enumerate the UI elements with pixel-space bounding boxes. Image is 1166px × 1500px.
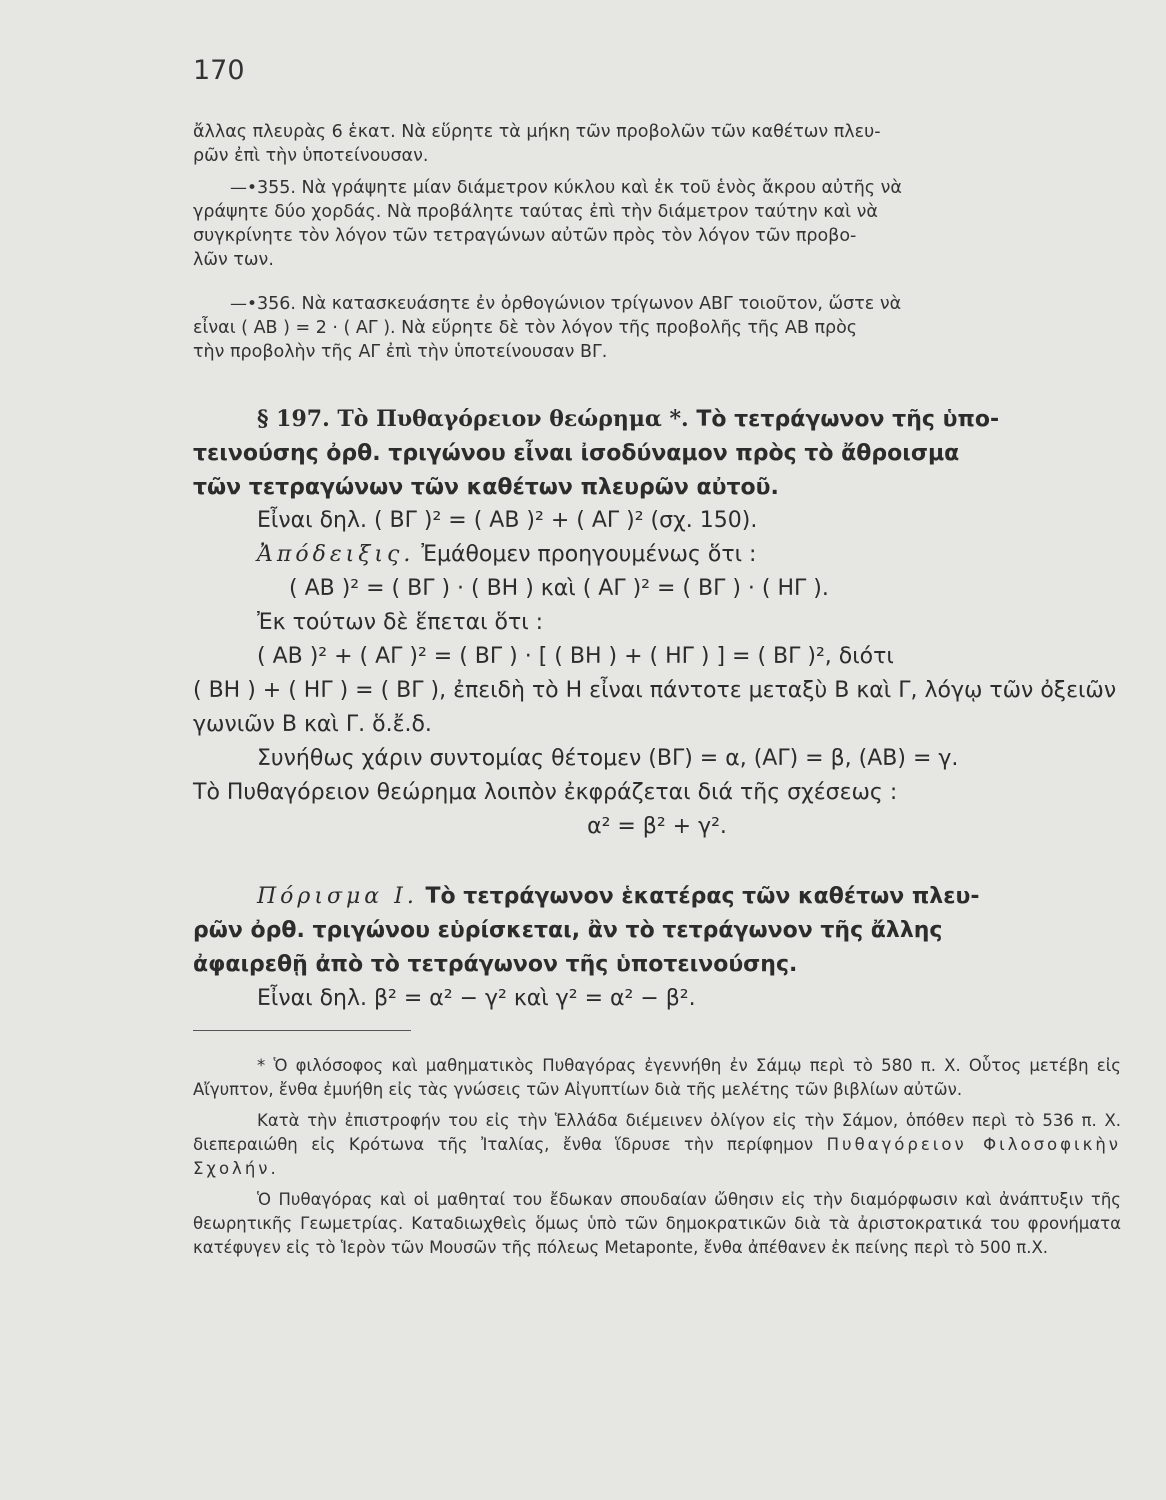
text-line: 355. Νὰ γράψητε μίαν διάμετρον κύκλου καὶ ἐκ τοῦ ἑνὸς ἄκρου αὐτῆς νὰ bbox=[257, 178, 902, 198]
corollary-label: Πόρισμα Ι. bbox=[257, 884, 418, 909]
footnote bbox=[193, 1054, 1121, 1260]
text-line: Συνήθως χάριν συντομίας θέτομεν (ΒΓ) = α, (ΑΓ) = β, (ΑΒ) = γ. bbox=[257, 746, 959, 771]
proof-label: Ἀπόδειξις. bbox=[257, 542, 415, 567]
text-line: λῶν των. bbox=[193, 250, 274, 270]
footnote-paragraph: * Ὁ φιλόσοφος καὶ μαθηματικὸς Πυθαγόρας ἐγεννήθη ἐν Σάμῳ περὶ τὸ 580 π. Χ. Οὗτος μετέβη εἰς Αἴγυπτον, ἔνθα ἐμυήθη εἰς τὰς γνώσεις τῶν Αἰγυπτίων διὰ τῆς μελέτης τῶν βιβλίων αὐτῶν. bbox=[193, 1056, 1121, 1099]
text-line: ρῶν ὀρθ. τριγώνου εὑρίσκεται, ἂν τὸ τετράγωνον τῆς ἄλλης bbox=[193, 918, 943, 943]
text-line: τεινούσης ὀρθ. τριγώνου εἶναι ἰσοδύναμον πρὸς τὸ ἄθροισμα bbox=[193, 441, 960, 466]
equation-line: ( ΒΗ ) + ( ΗΓ ) = ( ΒΓ ), ἐπειδὴ τὸ Η εἶναι πάντοτε μεταξὺ Β καὶ bbox=[193, 678, 892, 703]
bullet-arrow-icon: —• bbox=[230, 178, 258, 198]
text-line: συγκρίνητε τὸν λόγον τῶν τετραγώνων αὐτῶν πρὸς τὸν λόγον τῶν προβο- bbox=[193, 226, 857, 246]
section-number: § 197. Τὸ Πυθαγόρειον θεώρημα *. bbox=[257, 406, 689, 432]
text-line: εἶναι ( ΑΒ ) = 2 · ( ΑΓ ). Νὰ εὕρητε δὲ τὸν λόγον τῆς προβολῆς τῆς ΑΒ πρὸς bbox=[193, 318, 858, 338]
text-line: Ἐκ τούτων δὲ ἕπεται ὅτι : bbox=[257, 610, 544, 635]
exercise-356 bbox=[193, 292, 1121, 364]
text-line: τῶν τετραγώνων τῶν καθέτων πλευρῶν αὐτοῦ. bbox=[193, 475, 779, 500]
text-line: Τὸ τετράγωνον ἑκατέρας τῶν καθέτων πλευ- bbox=[425, 884, 980, 909]
text-line: 356. Νὰ κατασκευάσητε ἐν ὀρθογώνιον τρίγωνον ΑΒΓ τοιοῦτον, ὥστε νὰ bbox=[257, 294, 902, 314]
section-197-heading bbox=[193, 402, 1121, 505]
pythagorean-formula: α² = β² + γ². bbox=[587, 814, 727, 839]
text-line: Τὸ τετράγωνον τῆς ὑπο- bbox=[696, 407, 1000, 432]
exercise-continuation bbox=[193, 120, 1121, 168]
bullet-arrow-icon: —• bbox=[230, 294, 258, 314]
text-line: ρῶν ἐπὶ τὴν ὑποτείνουσαν. bbox=[193, 146, 429, 166]
text-line: ἀφαιρεθῇ ἀπὸ τὸ τετράγωνον τῆς ὑποτεινούσης. bbox=[193, 952, 798, 977]
equation-line: ( ΑΒ )² + ( ΑΓ )² = ( ΒΓ ) · [ ( ΒΗ ) + ( ΗΓ ) ] = ( ΒΓ )², διότι bbox=[257, 644, 894, 669]
text-line: ἄλλας πλευρὰς 6 ἑκατ. Νὰ εὕρητε τὰ μήκη τῶν προβολῶν τῶν καθέτων πλευ- bbox=[193, 122, 881, 142]
page-number: 170 bbox=[193, 55, 245, 86]
text-span: Κατὰ τὴν ἐπιστροφήν του εἰς τὴν Ἑλλάδα διέμεινεν ὀλίγον εἰς τὴν Σάμον, ὁπόθεν περὶ τὸ 536 π. Χ. διεπεραιώθη εἰς Κρότωνα τῆς Ἰταλίας, ἔνθα ἵδρυσε τὴν περίφημον bbox=[193, 1111, 1121, 1154]
text-line: τὴν προβολὴν τῆς ΑΓ ἐπὶ τὴν ὑποτείνουσαν ΒΓ. bbox=[193, 342, 608, 362]
footnote-divider bbox=[193, 1030, 411, 1031]
footnote-paragraph: Ὁ Πυθαγόρας καὶ οἱ μαθηταί του ἔδωκαν σπουδαίαν ὤθησιν εἰς τὴν διαμόρφωσιν καὶ ἀνάπτυξιν τῆς θεωρητικῆς Γεωμετρίας. Καταδιωχθεὶς ὅμως ὑπὸ τῶν δημοκρατικῶν διὰ τὰ ἀριστοκρατικά του φρονήματα κατέφυγεν εἰς τὸ Ἱερὸν τῶν Μουσῶν τῆς πόλεως Metaponte, ἔνθα ἀπέθανεν ἐκ πείνης περὶ τὸ 500 π.Χ. bbox=[193, 1190, 1121, 1257]
text-line: Ἐμάθομεν προηγουμένως ὅτι : bbox=[421, 542, 757, 567]
spaced-text: Πυθαγόρειον Φιλοσοφικὴν Σχολήν. bbox=[193, 1135, 1122, 1178]
footnote-paragraph bbox=[193, 1109, 1121, 1181]
equation-line: Εἶναι δηλ. ( ΒΓ )² = ( ΑΒ )² + ( ΑΓ )² (σχ. 150). bbox=[257, 508, 758, 533]
exercise-355 bbox=[193, 176, 1121, 272]
corollary-1 bbox=[193, 880, 1121, 1016]
equation-line: Γ, λόγῳ τῶν ὀξειῶν γωνιῶν Β καὶ Γ. ὅ.ἔ.δ. bbox=[193, 678, 1117, 737]
equation-line: ( ΑΒ )² = ( ΒΓ ) · ( ΒΗ ) καὶ ( ΑΓ )² = ( ΒΓ ) · ( ΗΓ ). bbox=[289, 576, 829, 601]
text-line: γράψητε δύο χορδάς. Νὰ προβάλητε ταύτας ἐπὶ τὴν διάμετρον ταύτην καὶ νὰ bbox=[193, 202, 878, 222]
theorem-body bbox=[193, 504, 1121, 844]
text-line: Τὸ Πυθαγόρειον θεώρημα λοιπὸν ἐκφράζεται διά τῆς σχέσεως : bbox=[193, 780, 898, 805]
equation-line: Εἶναι δηλ. β² = α² − γ² καὶ γ² = α² − β². bbox=[257, 986, 696, 1011]
